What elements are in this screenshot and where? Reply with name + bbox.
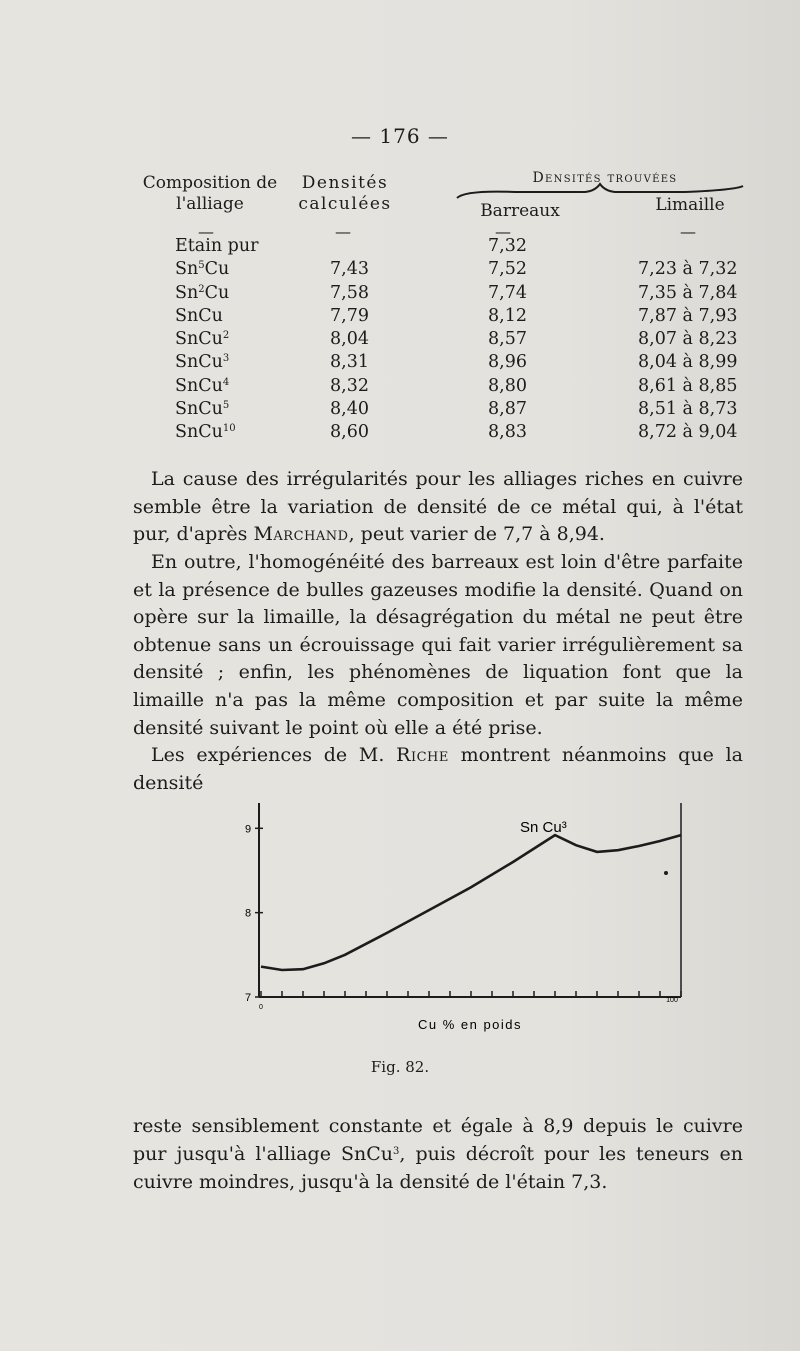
y-tick-label: 9 [245, 823, 252, 836]
alloy-cell: Sn$^5$Cu [175, 259, 230, 280]
filings-cell: 7,35 à 7,84 [638, 282, 738, 303]
filings-cell: 8,07 à 8,23 [638, 329, 738, 350]
alloy-cell: SnCu$^5$ [175, 399, 230, 420]
alloy-cell: SnCu$^3$ [175, 352, 230, 373]
calculated-cell: 8,31 [330, 352, 369, 373]
header-filings: Limaille [655, 195, 725, 215]
figure-caption: Fig. 82. [370, 1058, 430, 1076]
calculated-cell: 8,60 [330, 422, 369, 443]
bars-cell: 8,12 [488, 305, 527, 326]
filings-cell: 8,04 à 8,99 [638, 352, 738, 373]
filings-cell: 8,61 à 8,85 [638, 375, 738, 396]
alloy-cell: SnCu$^{10}$ [175, 422, 236, 443]
calculated-cell: 7,79 [330, 305, 369, 326]
header-dash: — [198, 222, 214, 241]
paragraph-cause: La cause des irrégularités pour les alliages riches en cuivre semble être la variation de densité de ce métal qui, à l'état pur, d'après Marchand, peut varier de 7,7 à 8,94. [133, 468, 743, 546]
bars-cell: 7,52 [488, 259, 527, 280]
header-calculated [290, 173, 400, 215]
header-found: Densités trouvées [532, 170, 678, 186]
filings-cell: 8,51 à 8,73 [638, 399, 738, 420]
bars-cell: 7,74 [488, 282, 527, 303]
header-calculated-line1: Densités [301, 173, 389, 193]
filings-cell: 7,87 à 7,93 [638, 305, 738, 326]
table-row [0, 422, 800, 445]
page-number: — 176 — [351, 124, 449, 148]
bars-cell: 8,87 [488, 399, 527, 420]
table-row [0, 376, 800, 399]
bars-cell: 8,57 [488, 329, 527, 350]
bars-cell: 8,96 [488, 352, 527, 373]
x-tick-label: 0 [259, 1004, 263, 1011]
bars-cell: 8,80 [488, 375, 527, 396]
table-row [0, 399, 800, 422]
calculated-cell: 8,32 [330, 375, 369, 396]
author-name: Marchand [253, 523, 349, 546]
header-calculated-line2: calculées [298, 194, 392, 214]
x-axis-label: Cu % en poids [417, 1017, 523, 1032]
x-tick-label: 100 [666, 997, 678, 1004]
bars-cell: 8,83 [488, 422, 527, 443]
calculated-cell: 8,40 [330, 399, 369, 420]
density-table [0, 236, 800, 446]
filings-cell: 7,23 à 7,32 [638, 259, 738, 280]
density-line [261, 835, 681, 970]
table-row [0, 236, 800, 259]
paragraph-experiments: Les expériences de M. Riche montrent néanmoins que la densité [133, 744, 743, 794]
header-composition-line1: Composition de [142, 173, 278, 193]
calculated-cell: 8,04 [330, 329, 369, 350]
header-dash: — [335, 222, 351, 241]
paragraph-homogeneity: En outre, l'homogénéité des barreaux est loin d'être parfaite et la présence de bulles gazeuses modifie la densité. Quand on opère sur la limaille, la désagrégation du métal ne peut être obtenue sans un écrouissage qui fait varier irrégulièrement sa densité ; enfin, les phénomènes de liquation font que la limaille n'a pas la même composition et par suite la même densité suivant le point où elle a été prise. [133, 551, 743, 739]
paragraph-conclusion: reste sensiblement constante et égale à 8,9 depuis le cuivre pur jusqu'à l'alliage SnCu$^3$, puis décroît pour les teneurs en cuivre moindres, jusqu'à la densité de l'étain 7,3. [133, 1115, 743, 1193]
table-row [0, 283, 800, 306]
header-composition [140, 173, 280, 215]
filings-cell: 8,72 à 9,04 [638, 422, 738, 443]
sncu3-annotation: Sn Cu³ [520, 819, 567, 836]
calculated-cell: 7,58 [330, 282, 369, 303]
table-row [0, 259, 800, 282]
alloy-cell: SnCu [175, 305, 223, 326]
bars-cell: 7,32 [488, 236, 527, 256]
calculated-cell: 7,43 [330, 259, 369, 280]
header-composition-line2: l'alliage [176, 194, 244, 214]
table-row [0, 352, 800, 375]
alloy-cell: SnCu$^2$ [175, 329, 230, 350]
header-dash: — [680, 222, 696, 241]
density-chart [225, 795, 705, 1045]
y-tick-label: 8 [245, 907, 252, 920]
author-name: Riche [396, 744, 449, 766]
table-row [0, 329, 800, 352]
header-bars: Barreaux [480, 201, 560, 221]
alloy-cell: Sn$^2$Cu [175, 282, 230, 303]
header-dash: — [495, 222, 511, 241]
data-point [664, 871, 668, 875]
y-tick-label: 7 [245, 992, 252, 1004]
alloy-cell: Etain pur [175, 236, 259, 256]
table-row [0, 306, 800, 329]
alloy-cell: SnCu$^4$ [175, 375, 230, 396]
